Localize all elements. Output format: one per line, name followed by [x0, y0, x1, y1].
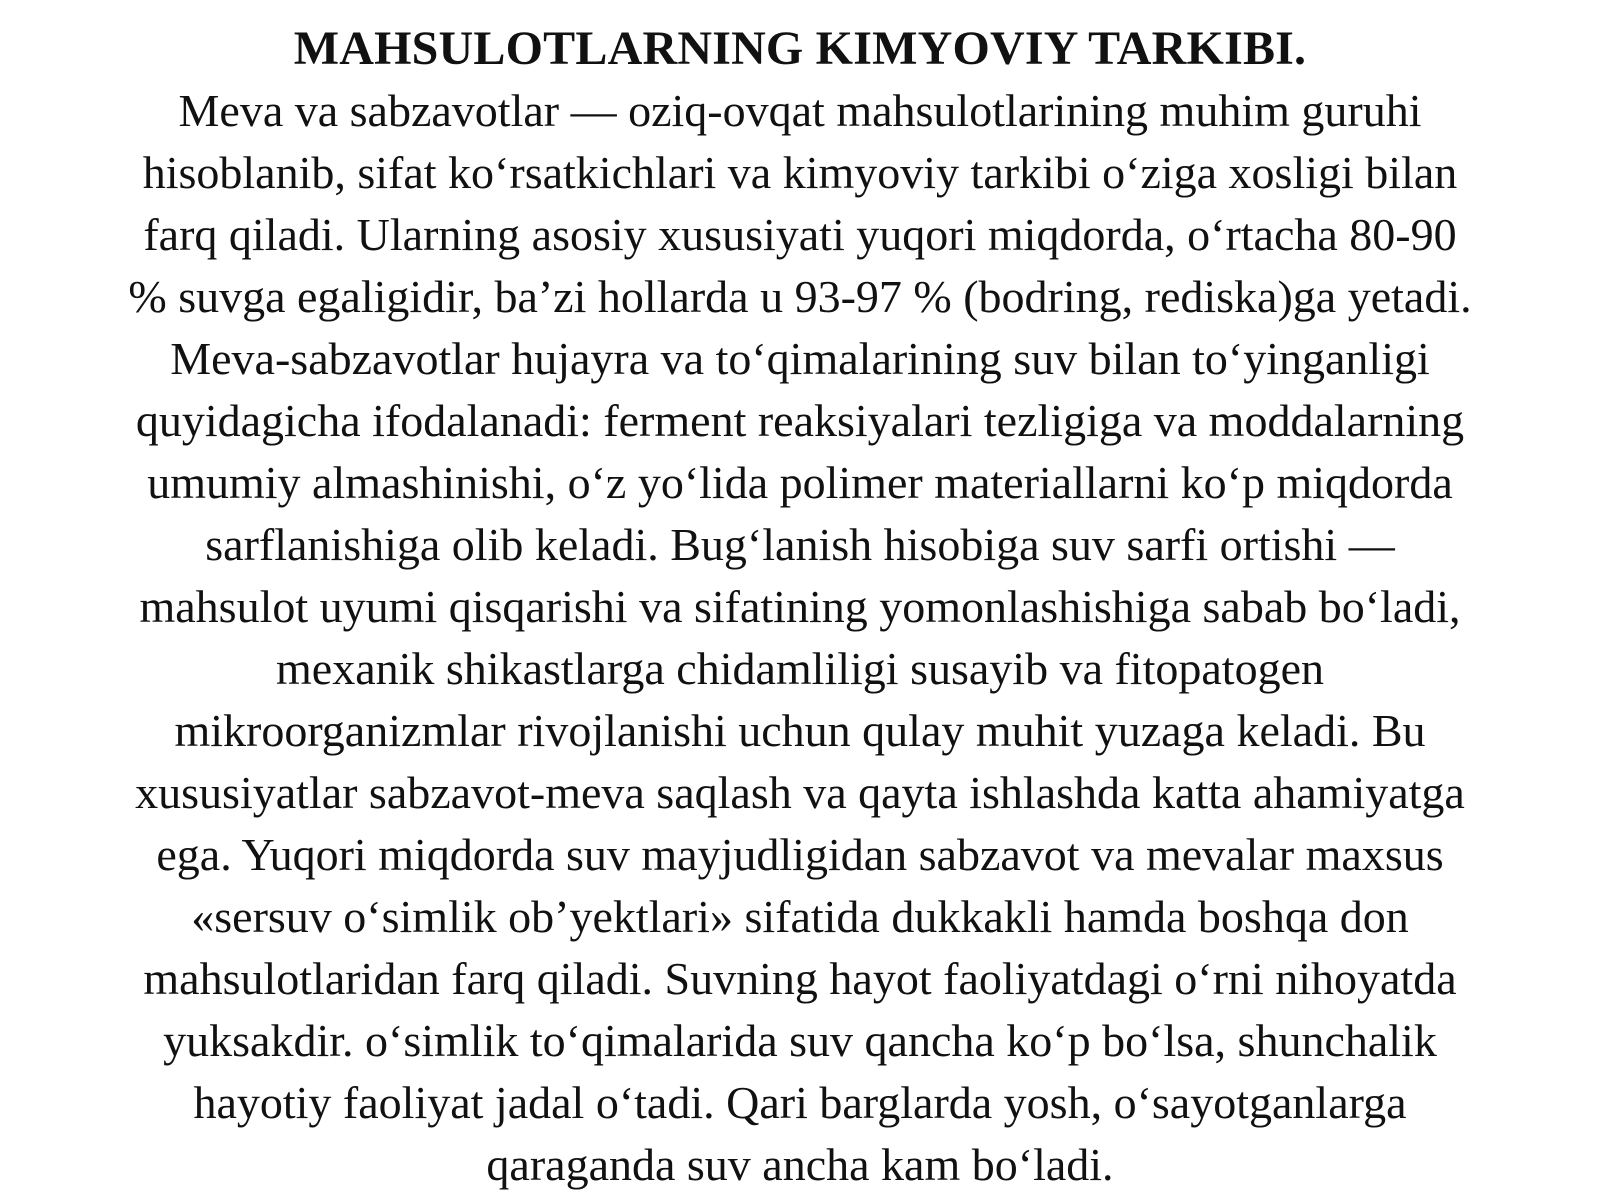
body-line: mahsulot uyumi qisqarishi va sifatining yomonlashishiga sabab boʻladi,: [139, 581, 1461, 632]
body-line: quyidagicha ifodalanadi: ferment reaksiyalari tezligiga va moddalarning: [135, 395, 1465, 446]
body-line: «sersuv oʻsimlik obʼyektlari» sifatida dukkakli hamda boshqa don: [191, 891, 1409, 942]
body-line: Meva-sabzavotlar hujayra va toʻqimalarining suv bilan toʻyinganligi: [170, 333, 1430, 384]
body-line: ega. Yuqori miqdorda suv mayjudligidan sabzavot va mevalar maxsus: [156, 829, 1444, 880]
body-line: yuksakdir. oʻsimlik toʻqimalarida suv qancha koʻp boʻlsa, shunchalik: [163, 1015, 1437, 1066]
body-line: umumiy almashinishi, oʻz yoʻlida polimer materiallarni koʻp miqdorda: [147, 457, 1453, 508]
body-line: sarflanishiga olib keladi. Bugʻlanish hisobiga suv sarfi ortishi —: [205, 519, 1395, 570]
body-line: mikroorganizmlar rivojlanishi uchun qulay muhit yuzaga keladi. Bu: [174, 705, 1426, 756]
document-body: [40, 80, 1560, 1196]
body-line: qaraganda suv ancha kam boʻladi.: [486, 1139, 1114, 1190]
document-title: MAHSULOTLARNING KIMYOVIY TARKIBI.: [293, 22, 1307, 75]
body-line: % suvga egaligidir, baʼzi hollarda u 93-97 % (bodring, rediska)ga yetadi.: [128, 271, 1472, 322]
body-line: Meva va sabzavotlar — oziq-ovqat mahsulotlarining muhim guruhi: [178, 85, 1422, 136]
body-line: mexanik shikastlarga chidamliligi susayib va fitopatogen: [276, 643, 1324, 694]
body-line: farq qiladi. Ularning asosiy xususiyati yuqori miqdorda, oʻrtacha 80-90: [143, 209, 1457, 260]
body-line: xususiyatlar sabzavot-meva saqlash va qayta ishlashda katta ahamiyatga: [135, 767, 1465, 818]
body-line: hayotiy faoliyat jadal oʻtadi. Qari barglarda yosh, oʻsayotganlarga: [193, 1077, 1407, 1128]
body-line: hisoblanib, sifat koʻrsatkichlari va kimyoviy tarkibi oʻziga xosligi bilan: [142, 147, 1458, 198]
body-line: mahsulotlaridan farq qiladi. Suvning hayot faoliyatdagi oʻrni nihoyatda: [143, 953, 1457, 1004]
